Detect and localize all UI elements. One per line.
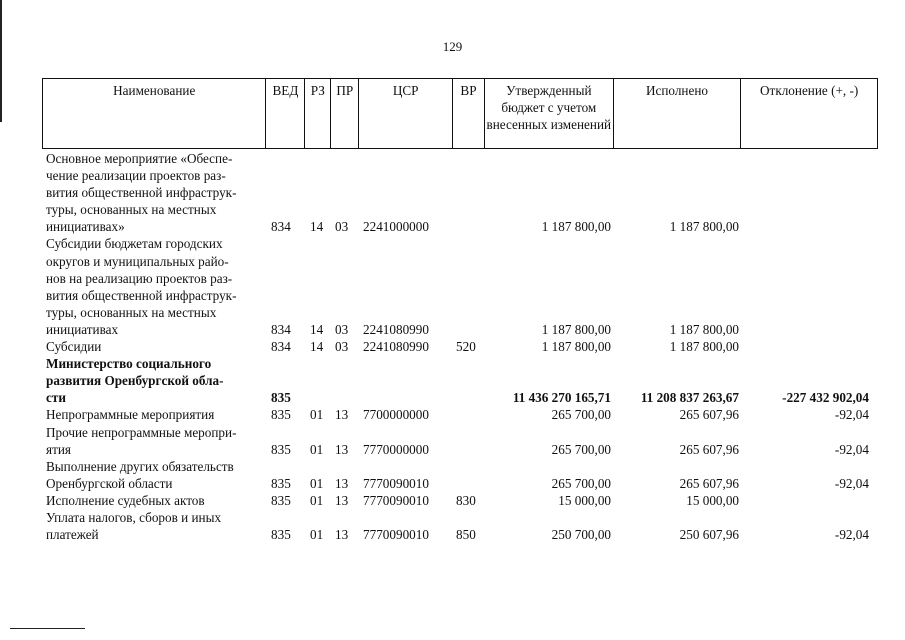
cell-ved: 834: [271, 321, 291, 337]
cell-ved: 835: [271, 407, 291, 423]
table-row: [42, 355, 878, 406]
cell-name: Субсидии: [46, 339, 102, 355]
cell-csr: 7700000000: [363, 407, 429, 423]
cell-executed: 15 000,00: [686, 492, 739, 508]
cell-csr: 2241080990: [363, 339, 429, 355]
cell-deviation: -92,04: [834, 527, 869, 543]
cell-ved: 834: [271, 339, 291, 355]
cell-budget: 265 700,00: [551, 407, 611, 423]
table-row: [42, 338, 878, 355]
cell-csr: 7770090010: [363, 475, 429, 491]
header-budget: Утвержденный бюджет с учетом внесенных изменений: [485, 79, 614, 148]
table-body: [42, 150, 878, 543]
cell-pr: 03: [335, 339, 349, 355]
cell-name: Основное мероприятие «Обеспе- чение реализации проектов раз- вития общественной инфраструк- туры, основанных на местных инициативах»: [46, 151, 237, 235]
cell-csr: 2241000000: [363, 219, 429, 235]
header-rz: РЗ: [305, 79, 331, 148]
table-row: [42, 424, 878, 458]
footnote-rule: [10, 628, 85, 629]
cell-rz: 14: [310, 339, 324, 355]
cell-budget: 11 436 270 165,71: [512, 390, 611, 406]
cell-ved: 835: [271, 475, 291, 491]
cell-vr: 830: [456, 492, 476, 508]
cell-rz: 14: [310, 321, 324, 337]
cell-deviation: -92,04: [834, 475, 869, 491]
cell-budget: 265 700,00: [551, 441, 611, 457]
cell-executed: 1 187 800,00: [669, 321, 739, 337]
cell-executed: 250 607,96: [679, 527, 739, 543]
cell-name: Непрограммные мероприятия: [46, 407, 215, 423]
cell-vr: 520: [456, 339, 476, 355]
page-edge-line: [0, 0, 2, 122]
cell-budget: 1 187 800,00: [541, 321, 611, 337]
cell-csr: 7770000000: [363, 441, 429, 457]
table-row: [42, 235, 878, 338]
cell-pr: 13: [335, 475, 349, 491]
cell-deviation: -92,04: [834, 407, 869, 423]
table-row: [42, 458, 878, 492]
cell-deviation: -227 432 902,04: [782, 390, 869, 406]
cell-pr: 03: [335, 219, 349, 235]
cell-name: Выполнение других обязательств Оренбургской области: [46, 458, 234, 491]
cell-ved: 835: [271, 390, 291, 406]
cell-budget: 250 700,00: [551, 527, 611, 543]
header-name: Наименование: [43, 79, 266, 148]
cell-vr: 850: [456, 527, 476, 543]
cell-executed: 11 208 837 263,67: [640, 390, 739, 406]
cell-csr: 7770090010: [363, 527, 429, 543]
table-row: [42, 492, 878, 509]
cell-executed: 265 607,96: [679, 441, 739, 457]
header-ved: ВЕД: [266, 79, 305, 148]
cell-budget: 1 187 800,00: [541, 339, 611, 355]
header-executed: Исполнено: [614, 79, 742, 148]
cell-name: Исполнение судебных актов: [46, 492, 205, 508]
cell-executed: 1 187 800,00: [669, 219, 739, 235]
cell-executed: 265 607,96: [679, 475, 739, 491]
cell-rz: 14: [310, 219, 324, 235]
cell-name: Министерство социального развития Оренбургской обла- сти: [46, 356, 224, 406]
cell-budget: 1 187 800,00: [541, 219, 611, 235]
cell-rz: 01: [310, 441, 324, 457]
cell-executed: 265 607,96: [679, 407, 739, 423]
header-pr: ПР: [331, 79, 359, 148]
cell-name: Прочие непрограммные меропри- ятия: [46, 424, 237, 457]
cell-pr: 13: [335, 492, 349, 508]
cell-deviation: -92,04: [834, 441, 869, 457]
header-deviation: Отклонение (+, -): [760, 83, 859, 98]
table-row: [42, 509, 878, 543]
cell-rz: 01: [310, 527, 324, 543]
table-header: [42, 78, 878, 149]
cell-rz: 01: [310, 492, 324, 508]
cell-name: Субсидии бюджетам городских округов и муниципальных райо- нов на реализацию проектов раз- вития общественной инфраструк- туры, основанных на местных инициативах: [46, 236, 237, 337]
cell-budget: 265 700,00: [551, 475, 611, 491]
page-number: 129: [442, 39, 463, 54]
cell-budget: 15 000,00: [558, 492, 611, 508]
cell-ved: 835: [271, 492, 291, 508]
cell-rz: 01: [310, 475, 324, 491]
cell-executed: 1 187 800,00: [669, 339, 739, 355]
cell-csr: 7770090010: [363, 492, 429, 508]
header-vr: ВР: [453, 79, 485, 148]
cell-ved: 834: [271, 219, 291, 235]
cell-pr: 13: [335, 527, 349, 543]
cell-ved: 835: [271, 441, 291, 457]
cell-rz: 01: [310, 407, 324, 423]
cell-csr: 2241080990: [363, 321, 429, 337]
cell-pr: 13: [335, 441, 349, 457]
cell-pr: 03: [335, 321, 349, 337]
cell-ved: 835: [271, 527, 291, 543]
cell-name: Уплата налогов, сборов и иных платежей: [46, 509, 222, 543]
table-row: [42, 406, 878, 423]
header-csr: ЦСР: [359, 79, 453, 148]
table-row: [42, 150, 878, 235]
cell-pr: 13: [335, 407, 349, 423]
